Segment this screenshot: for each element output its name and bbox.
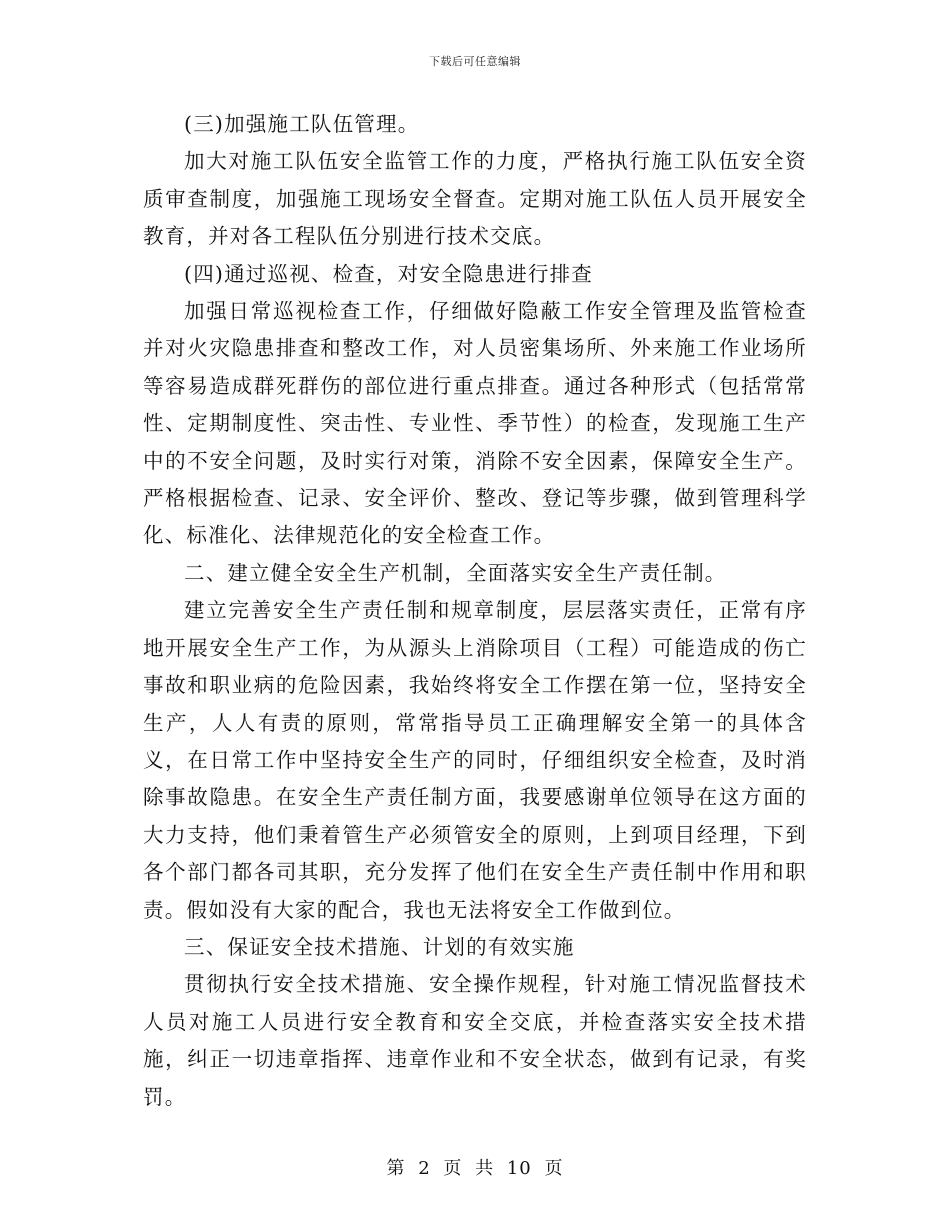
section-heading-three: 三、保证安全技术措施、计划的有效实施 <box>184 934 575 959</box>
paragraph-team-management: 加大对施工队伍安全监管工作的力度，严格执行施工队伍安全资质审查制度，加强施工现场安全督查。定期对施工队伍人员开展安全教育，并对各工程队伍分别进行技术交底。 <box>143 149 807 249</box>
section-heading-two: 二、建立健全安全生产机制，全面落实安全生产责任制。 <box>184 560 727 585</box>
section-heading-3: (三)加强施工队伍管理。 <box>184 112 420 136</box>
section-heading-4: (四)通过巡视、检查，对安全隐患进行排查 <box>184 261 593 286</box>
page-number: 第 2 页 共 10 页 <box>386 1158 564 1179</box>
paragraph-responsibility: 建立完善安全生产责任制和规章制度，层层落实责任，正常有序地开展安全生产工作，为从源头上消除项目（工程）可能造成的伤亡事故和职业病的危险因素，我始终将安全工作摆在第一位，坚持安全生产，人人有责的原则，常常指导员工正确理解安全第一的具体含义，在日常工作中坚持安全生产的同时，仔细组织安全检查，及时消除事故隐患。在安全生产责任制方面，我要感谢单位领导在这方面的大力支持，他们秉着管生产必须管安全的原则，上到项目经理，下到各个部门都各司其职，充分发挥了他们在安全生产责任制中作用和职责。假如没有大家的配合，我也无法将安全工作做到位。 <box>143 598 807 922</box>
paragraph-inspection: 加强日常巡视检查工作，仔细做好隐蔽工作安全管理及监管检查并对火灾隐患排查和整改工作，对人员密集场所、外来施工作业场所等容易造成群死群伤的部位进行重点排查。通过各种形式（包括常常性、定期制度性、突击性、专业性、季节性）的检查，发现施工生产中的不安全问题，及时实行对策，消除不安全因素，保障安全生产。严格根据检查、记录、安全评价、整改、登记等步骤，做到管理科学化、标准化、法律规范化的安全检查工作。 <box>143 299 807 548</box>
paragraph-technical-measures: 贯彻执行安全技术措施、安全操作规程，针对施工情况监督技术人员对施工人员进行安全教育和安全交底，并检查落实安全技术措施，纠正一切违章指挥、违章作业和不安全状态，做到有记录，有奖罚。 <box>143 972 807 1109</box>
document-body <box>143 106 807 1116</box>
header-note: 下载后可任意编辑 <box>429 55 521 68</box>
